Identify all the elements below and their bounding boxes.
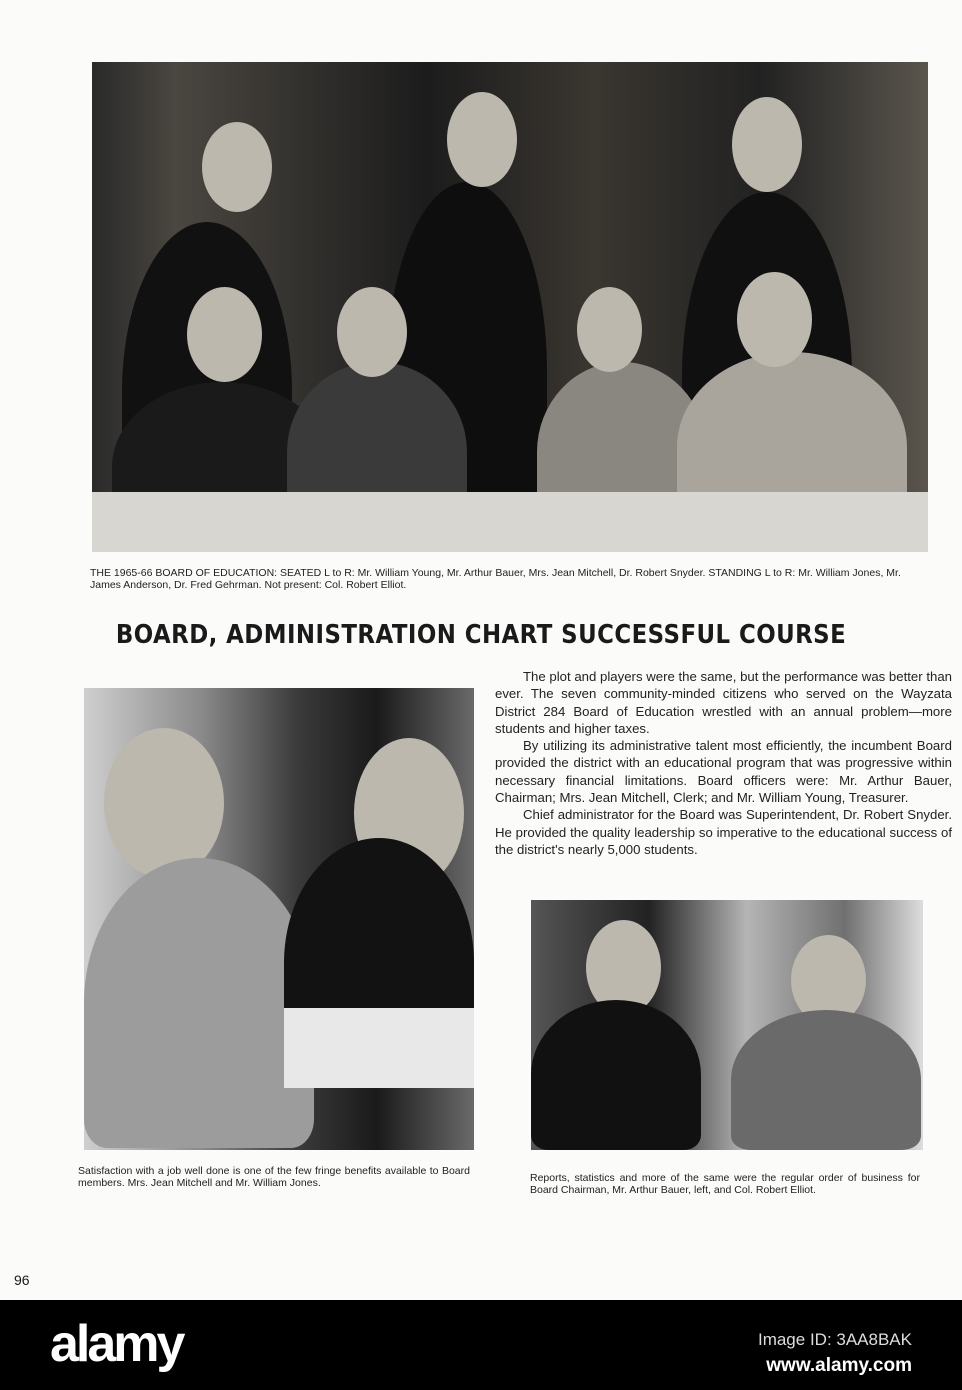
article-paragraph: The plot and players were the same, but the performance was better than ever. The seven community-minded citizens who served on the Wayzata District 284 Board of Education wrestled with an annual problem—more students and higher taxes.: [495, 669, 952, 736]
figure: [202, 122, 272, 212]
article-body: [495, 668, 952, 858]
page-number: 96: [14, 1272, 30, 1288]
right-photo-caption: Reports, statistics and more of the same were the regular order of business for Board Chairman, Mr. Arthur Bauer, left, and Col. Robert Elliot.: [530, 1172, 920, 1196]
article-paragraph: By utilizing its administrative talent most efficiently, the incumbent Board provided the district with an educational program that was progressive within necessary financial limitations. Board officers were: Mr. Arthur Bauer, Chairman; Mrs. Jean Mitchell, Clerk; and Mr. William Young, Treasurer.: [495, 738, 952, 806]
figure: [447, 92, 517, 187]
bauer-elliot-photo: [531, 900, 923, 1150]
figure: [187, 287, 262, 382]
image-id: Image ID: 3AA8BAK: [757, 1330, 912, 1349]
headline: BOARD, ADMINISTRATION CHART SUCCESSFUL COURSE: [115, 620, 847, 650]
board-group-photo: [92, 62, 928, 552]
left-photo-caption: Satisfaction with a job well done is one of the few fringe benefits available to Board members. Mrs. Jean Mitchell and Mr. William Jones.: [78, 1165, 470, 1189]
figure: [737, 272, 812, 367]
article-paragraph: Chief administrator for the Board was Superintendent, Dr. Robert Snyder. He provided the quality leadership so imperative to the educational success of the district's nearly 5,000 students.: [495, 807, 952, 857]
figure: [531, 1000, 701, 1150]
watermark-url: www.alamy.com: [766, 1355, 912, 1376]
figure: [732, 97, 802, 192]
alamy-logo: alamy: [50, 1315, 183, 1373]
papers: [284, 1008, 474, 1088]
table: [92, 492, 928, 552]
watermark-band: [0, 1300, 962, 1390]
mitchell-jones-photo: [84, 688, 474, 1150]
top-photo-caption: THE 1965-66 BOARD OF EDUCATION: SEATED L to R: Mr. William Young, Mr. Arthur Bauer, Mrs. Jean Mitchell, Dr. Robert Snyder. STANDING L to R: Mr. William Jones, Mr. James Anderson, Dr. Fred Gehrman. Not present: Col. Robert Elliot.: [90, 567, 901, 591]
figure: [104, 728, 224, 878]
figure: [84, 858, 314, 1148]
figure: [731, 1010, 921, 1150]
figure: [337, 287, 407, 377]
figure: [577, 287, 642, 372]
